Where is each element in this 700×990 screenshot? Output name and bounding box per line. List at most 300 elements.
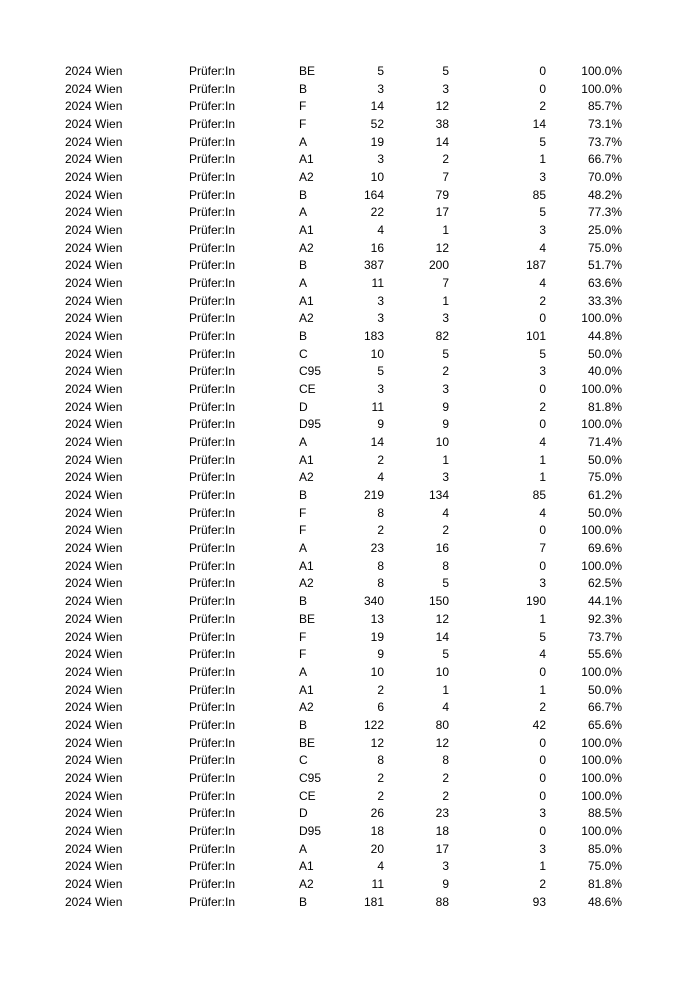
cell-year-location: 2024 Wien: [65, 399, 123, 414]
cell-license-class: CE: [299, 382, 316, 397]
cell-year-location: 2024 Wien: [65, 293, 123, 308]
cell-pass-rate: 100.0%: [581, 823, 622, 838]
cell-pass-rate: 77.3%: [587, 205, 622, 220]
cell-total: 219: [363, 488, 384, 503]
cell-examiner: Prüfer:In: [189, 664, 236, 679]
cell-examiner: Prüfer:In: [189, 788, 236, 803]
cell-failed: 5: [539, 346, 546, 361]
cell-failed: 190: [525, 594, 546, 609]
table-row: [0, 735, 700, 753]
cell-examiner: Prüfer:In: [189, 823, 236, 838]
cell-year-location: 2024 Wien: [65, 876, 123, 891]
cell-total: 13: [370, 611, 384, 626]
cell-failed: 4: [539, 505, 546, 520]
table-row: [0, 805, 700, 823]
cell-year-location: 2024 Wien: [65, 452, 123, 467]
cell-total: 23: [370, 541, 384, 556]
cell-total: 4: [377, 859, 384, 874]
cell-pass-rate: 75.0%: [587, 470, 622, 485]
cell-passed: 38: [435, 117, 449, 132]
table-row: [0, 505, 700, 523]
cell-examiner: Prüfer:In: [189, 134, 236, 149]
cell-examiner: Prüfer:In: [189, 435, 236, 450]
cell-passed: 5: [442, 346, 449, 361]
table-row: [0, 169, 700, 187]
cell-pass-rate: 81.8%: [587, 399, 622, 414]
cell-failed: 3: [539, 364, 546, 379]
cell-pass-rate: 100.0%: [581, 81, 622, 96]
table-row: [0, 699, 700, 717]
cell-failed: 101: [525, 329, 546, 344]
cell-passed: 1: [442, 452, 449, 467]
cell-year-location: 2024 Wien: [65, 417, 123, 432]
cell-passed: 17: [435, 205, 449, 220]
cell-passed: 7: [442, 276, 449, 291]
cell-year-location: 2024 Wien: [65, 682, 123, 697]
cell-pass-rate: 75.0%: [587, 859, 622, 874]
cell-examiner: Prüfer:In: [189, 205, 236, 220]
table-row: [0, 717, 700, 735]
cell-year-location: 2024 Wien: [65, 187, 123, 202]
cell-total: 11: [371, 876, 384, 891]
cell-license-class: BE: [299, 611, 316, 626]
cell-passed: 10: [435, 664, 449, 679]
cell-pass-rate: 70.0%: [587, 170, 622, 185]
table-row: [0, 116, 700, 134]
cell-total: 14: [370, 435, 384, 450]
table-row: [0, 310, 700, 328]
table-row: [0, 664, 700, 682]
cell-total: 3: [377, 311, 384, 326]
cell-failed: 3: [539, 223, 546, 238]
cell-failed: 85: [532, 488, 546, 503]
cell-failed: 3: [539, 806, 546, 821]
table-row: [0, 558, 700, 576]
cell-year-location: 2024 Wien: [65, 346, 123, 361]
cell-passed: 9: [442, 417, 449, 432]
table-row: [0, 646, 700, 664]
table-row: [0, 63, 700, 81]
cell-total: 340: [363, 594, 384, 609]
cell-total: 122: [363, 717, 384, 732]
cell-license-class: A1: [299, 152, 314, 167]
cell-year-location: 2024 Wien: [65, 117, 123, 132]
cell-passed: 1: [442, 682, 449, 697]
table-row: [0, 328, 700, 346]
cell-year-location: 2024 Wien: [65, 700, 123, 715]
cell-total: 22: [370, 205, 384, 220]
cell-year-location: 2024 Wien: [65, 859, 123, 874]
cell-pass-rate: 61.2%: [587, 488, 622, 503]
cell-year-location: 2024 Wien: [65, 806, 123, 821]
table-row: [0, 522, 700, 540]
cell-year-location: 2024 Wien: [65, 382, 123, 397]
cell-examiner: Prüfer:In: [189, 594, 236, 609]
cell-passed: 80: [435, 717, 449, 732]
cell-total: 19: [370, 134, 384, 149]
table-row: [0, 575, 700, 593]
cell-failed: 1: [539, 611, 546, 626]
cell-total: 4: [377, 470, 384, 485]
cell-examiner: Prüfer:In: [189, 276, 236, 291]
cell-license-class: A: [299, 541, 308, 556]
cell-passed: 14: [435, 629, 449, 644]
table-row: [0, 540, 700, 558]
cell-failed: 0: [539, 382, 546, 397]
cell-passed: 12: [435, 99, 449, 114]
cell-failed: 4: [539, 240, 546, 255]
cell-license-class: D95: [299, 417, 322, 432]
cell-examiner: Prüfer:In: [189, 329, 236, 344]
cell-examiner: Prüfer:In: [189, 399, 236, 414]
cell-pass-rate: 63.6%: [587, 276, 622, 291]
cell-year-location: 2024 Wien: [65, 258, 123, 273]
cell-pass-rate: 66.7%: [587, 700, 622, 715]
cell-license-class: F: [299, 117, 307, 132]
table-row: [0, 611, 700, 629]
cell-total: 20: [370, 841, 384, 856]
table-row: [0, 593, 700, 611]
cell-license-class: A2: [299, 576, 314, 591]
cell-total: 12: [370, 735, 384, 750]
cell-year-location: 2024 Wien: [65, 505, 123, 520]
cell-failed: 0: [539, 823, 546, 838]
cell-passed: 82: [435, 329, 449, 344]
table-row: [0, 151, 700, 169]
cell-failed: 0: [539, 788, 546, 803]
table-row: [0, 134, 700, 152]
cell-license-class: B: [299, 594, 308, 609]
cell-passed: 150: [428, 594, 449, 609]
cell-examiner: Prüfer:In: [189, 611, 236, 626]
cell-pass-rate: 73.7%: [587, 629, 622, 644]
cell-year-location: 2024 Wien: [65, 541, 123, 556]
cell-year-location: 2024 Wien: [65, 488, 123, 503]
cell-passed: 9: [442, 876, 449, 891]
cell-failed: 93: [532, 894, 546, 909]
cell-pass-rate: 100.0%: [581, 64, 622, 78]
cell-year-location: 2024 Wien: [65, 717, 123, 732]
cell-pass-rate: 73.7%: [587, 134, 622, 149]
cell-passed: 17: [435, 841, 449, 856]
cell-license-class: A: [299, 664, 308, 679]
cell-year-location: 2024 Wien: [65, 664, 123, 679]
cell-examiner: Prüfer:In: [189, 894, 236, 909]
cell-total: 5: [377, 64, 384, 78]
cell-examiner: Prüfer:In: [189, 364, 236, 379]
cell-license-class: A: [299, 435, 308, 450]
table-row: [0, 452, 700, 470]
cell-total: 2: [377, 788, 384, 803]
table-row: [0, 858, 700, 876]
cell-passed: 3: [442, 311, 449, 326]
cell-passed: 1: [442, 293, 449, 308]
cell-year-location: 2024 Wien: [65, 223, 123, 238]
cell-failed: 0: [539, 753, 546, 768]
cell-examiner: Prüfer:In: [189, 311, 236, 326]
cell-failed: 4: [539, 647, 546, 662]
cell-year-location: 2024 Wien: [65, 611, 123, 626]
cell-failed: 0: [539, 770, 546, 785]
cell-license-class: F: [299, 523, 307, 538]
cell-examiner: Prüfer:In: [189, 346, 236, 361]
cell-failed: 14: [532, 117, 546, 132]
cell-passed: 88: [435, 894, 449, 909]
table-row: [0, 469, 700, 487]
cell-license-class: A2: [299, 470, 314, 485]
table-row: [0, 240, 700, 258]
cell-passed: 79: [435, 187, 449, 202]
cell-passed: 5: [442, 647, 449, 662]
cell-license-class: CE: [299, 788, 316, 803]
cell-failed: 42: [532, 717, 546, 732]
table-row: [0, 81, 700, 99]
table-row: [0, 894, 700, 912]
cell-total: 10: [370, 664, 384, 679]
cell-total: 9: [377, 417, 384, 432]
cell-year-location: 2024 Wien: [65, 170, 123, 185]
cell-pass-rate: 50.0%: [587, 505, 622, 520]
cell-total: 3: [377, 81, 384, 96]
cell-year-location: 2024 Wien: [65, 523, 123, 538]
cell-examiner: Prüfer:In: [189, 859, 236, 874]
cell-total: 11: [371, 399, 384, 414]
cell-total: 9: [377, 647, 384, 662]
cell-failed: 1: [539, 152, 546, 167]
cell-total: 11: [371, 276, 384, 291]
cell-total: 19: [370, 629, 384, 644]
cell-license-class: B: [299, 717, 308, 732]
table-row: [0, 257, 700, 275]
table-row: [0, 275, 700, 293]
cell-passed: 2: [442, 788, 449, 803]
cell-failed: 1: [539, 470, 546, 485]
cell-license-class: A1: [299, 293, 314, 308]
cell-passed: 3: [442, 859, 449, 874]
cell-license-class: A: [299, 841, 308, 856]
cell-pass-rate: 92.3%: [587, 611, 622, 626]
cell-passed: 14: [435, 134, 449, 149]
cell-pass-rate: 100.0%: [581, 382, 622, 397]
cell-license-class: B: [299, 81, 308, 96]
table-row: [0, 399, 700, 417]
cell-examiner: Prüfer:In: [189, 841, 236, 856]
cell-examiner: Prüfer:In: [189, 735, 236, 750]
cell-passed: 3: [442, 470, 449, 485]
cell-pass-rate: 73.1%: [587, 117, 622, 132]
cell-examiner: Prüfer:In: [189, 187, 236, 202]
table-row: [0, 770, 700, 788]
cell-passed: 5: [442, 64, 449, 78]
cell-failed: 3: [539, 841, 546, 856]
cell-license-class: C: [299, 753, 308, 768]
cell-pass-rate: 100.0%: [581, 788, 622, 803]
table-row: [0, 381, 700, 399]
cell-pass-rate: 55.6%: [587, 647, 622, 662]
cell-failed: 5: [539, 205, 546, 220]
cell-year-location: 2024 Wien: [65, 770, 123, 785]
table-row: [0, 823, 700, 841]
cell-examiner: Prüfer:In: [189, 558, 236, 573]
cell-passed: 5: [442, 576, 449, 591]
cell-examiner: Prüfer:In: [189, 117, 236, 132]
cell-year-location: 2024 Wien: [65, 205, 123, 220]
cell-total: 3: [377, 382, 384, 397]
data-table: [0, 63, 700, 911]
cell-examiner: Prüfer:In: [189, 523, 236, 538]
cell-examiner: Prüfer:In: [189, 152, 236, 167]
cell-pass-rate: 69.6%: [587, 541, 622, 556]
cell-license-class: C95: [299, 364, 322, 379]
cell-failed: 2: [539, 700, 546, 715]
cell-license-class: D95: [299, 823, 322, 838]
cell-passed: 2: [442, 152, 449, 167]
cell-examiner: Prüfer:In: [189, 417, 236, 432]
cell-passed: 23: [435, 806, 449, 821]
cell-examiner: Prüfer:In: [189, 99, 236, 114]
cell-license-class: C: [299, 346, 308, 361]
cell-total: 181: [363, 894, 384, 909]
cell-total: 18: [370, 823, 384, 838]
cell-license-class: BE: [299, 64, 316, 78]
cell-total: 4: [377, 223, 384, 238]
cell-passed: 7: [442, 170, 449, 185]
cell-license-class: A: [299, 205, 308, 220]
cell-failed: 2: [539, 399, 546, 414]
cell-year-location: 2024 Wien: [65, 311, 123, 326]
cell-total: 8: [377, 558, 384, 573]
cell-license-class: A2: [299, 240, 314, 255]
cell-license-class: F: [299, 505, 307, 520]
cell-total: 3: [377, 152, 384, 167]
cell-failed: 5: [539, 629, 546, 644]
cell-year-location: 2024 Wien: [65, 152, 123, 167]
cell-total: 6: [377, 700, 384, 715]
cell-year-location: 2024 Wien: [65, 788, 123, 803]
cell-total: 8: [377, 505, 384, 520]
cell-license-class: B: [299, 488, 308, 503]
table-row: [0, 434, 700, 452]
table-row: [0, 363, 700, 381]
cell-pass-rate: 62.5%: [587, 576, 622, 591]
cell-year-location: 2024 Wien: [65, 594, 123, 609]
cell-total: 2: [377, 770, 384, 785]
cell-failed: 0: [539, 664, 546, 679]
cell-pass-rate: 100.0%: [581, 523, 622, 538]
cell-failed: 2: [539, 876, 546, 891]
cell-year-location: 2024 Wien: [65, 470, 123, 485]
cell-total: 14: [370, 99, 384, 114]
cell-total: 10: [370, 346, 384, 361]
cell-pass-rate: 88.5%: [587, 806, 622, 821]
cell-license-class: A1: [299, 558, 314, 573]
cell-failed: 1: [539, 859, 546, 874]
cell-license-class: A1: [299, 223, 314, 238]
cell-failed: 85: [532, 187, 546, 202]
cell-examiner: Prüfer:In: [189, 753, 236, 768]
cell-total: 16: [370, 240, 384, 255]
cell-license-class: F: [299, 629, 307, 644]
cell-total: 8: [377, 576, 384, 591]
cell-examiner: Prüfer:In: [189, 293, 236, 308]
cell-examiner: Prüfer:In: [189, 64, 236, 78]
cell-license-class: F: [299, 647, 307, 662]
cell-examiner: Prüfer:In: [189, 452, 236, 467]
cell-pass-rate: 85.7%: [587, 99, 622, 114]
cell-passed: 4: [442, 505, 449, 520]
cell-pass-rate: 44.8%: [587, 329, 622, 344]
cell-passed: 16: [435, 541, 449, 556]
cell-year-location: 2024 Wien: [65, 240, 123, 255]
cell-pass-rate: 75.0%: [587, 240, 622, 255]
cell-failed: 3: [539, 576, 546, 591]
cell-license-class: A1: [299, 859, 314, 874]
cell-license-class: A: [299, 134, 308, 149]
cell-pass-rate: 100.0%: [581, 770, 622, 785]
cell-failed: 187: [525, 258, 546, 273]
cell-pass-rate: 71.4%: [587, 435, 622, 450]
cell-examiner: Prüfer:In: [189, 700, 236, 715]
cell-license-class: A2: [299, 311, 314, 326]
cell-license-class: A1: [299, 682, 314, 697]
cell-passed: 3: [442, 382, 449, 397]
table-row: [0, 204, 700, 222]
cell-failed: 4: [539, 435, 546, 450]
cell-total: 5: [377, 364, 384, 379]
table-row: [0, 682, 700, 700]
cell-examiner: Prüfer:In: [189, 629, 236, 644]
cell-failed: 7: [539, 541, 546, 556]
table-row: [0, 416, 700, 434]
cell-passed: 9: [442, 399, 449, 414]
cell-passed: 200: [428, 258, 449, 273]
cell-passed: 2: [442, 770, 449, 785]
cell-failed: 3: [539, 170, 546, 185]
cell-passed: 12: [435, 611, 449, 626]
cell-examiner: Prüfer:In: [189, 682, 236, 697]
cell-license-class: A1: [299, 452, 314, 467]
cell-pass-rate: 48.2%: [587, 187, 622, 202]
cell-total: 26: [370, 806, 384, 821]
cell-total: 164: [363, 187, 384, 202]
cell-year-location: 2024 Wien: [65, 753, 123, 768]
cell-year-location: 2024 Wien: [65, 894, 123, 909]
cell-year-location: 2024 Wien: [65, 841, 123, 856]
cell-passed: 2: [442, 364, 449, 379]
cell-year-location: 2024 Wien: [65, 329, 123, 344]
cell-passed: 12: [435, 240, 449, 255]
table-row: [0, 346, 700, 364]
cell-pass-rate: 40.0%: [587, 364, 622, 379]
cell-examiner: Prüfer:In: [189, 717, 236, 732]
cell-total: 3: [377, 293, 384, 308]
cell-year-location: 2024 Wien: [65, 276, 123, 291]
cell-failed: 0: [539, 523, 546, 538]
cell-pass-rate: 66.7%: [587, 152, 622, 167]
cell-pass-rate: 48.6%: [587, 894, 622, 909]
cell-examiner: Prüfer:In: [189, 240, 236, 255]
cell-pass-rate: 100.0%: [581, 664, 622, 679]
cell-license-class: D: [299, 399, 308, 414]
cell-passed: 8: [442, 558, 449, 573]
cell-year-location: 2024 Wien: [65, 576, 123, 591]
cell-passed: 134: [428, 488, 449, 503]
cell-license-class: B: [299, 894, 308, 909]
cell-pass-rate: 25.0%: [587, 223, 622, 238]
cell-year-location: 2024 Wien: [65, 81, 123, 96]
cell-passed: 12: [435, 735, 449, 750]
cell-passed: 10: [435, 435, 449, 450]
